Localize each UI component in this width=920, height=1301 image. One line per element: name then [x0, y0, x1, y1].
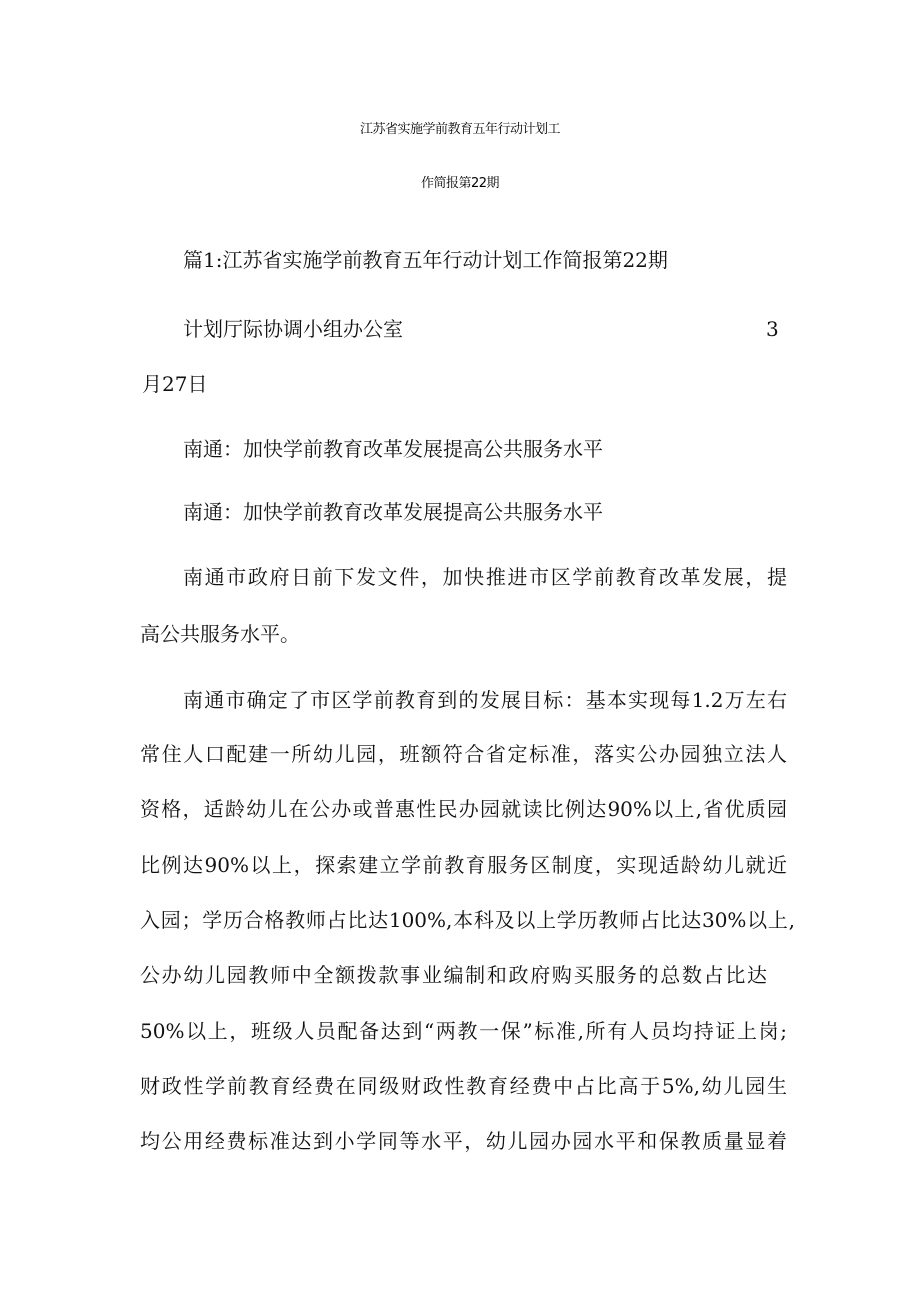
subtitle: 篇1:江苏省实施学前教育五年行动计划工作简报第22期: [183, 248, 668, 272]
document-title-line-1: 江苏省实施学前教育五年行动计划工: [359, 122, 560, 137]
section-heading: 南通：加快学前教育改革发展提高公共服务水平: [183, 500, 603, 524]
paragraph-line: 入园；学历合格教师占比达100%,本科及以上学历教师占比达30%以上,: [140, 908, 795, 932]
paragraph-line: 比例达90%以上，探索建立学前教育服务区制度，实现适龄幼儿就近: [140, 853, 787, 877]
date-day: 月27日: [142, 372, 208, 396]
paragraph-line: 公办幼儿园教师中全额拨款事业编制和政府购买服务的总数占比达: [140, 963, 767, 987]
paragraph-line: 南通市确定了市区学前教育到的发展目标：基本实现每1.2万左右: [183, 688, 787, 712]
paragraph-line: 财政性学前教育经费在同级财政性教育经费中占比高于5%,幼儿园生: [140, 1074, 787, 1098]
paragraph-line: 常住人口配建一所幼儿园，班额符合省定标准，落实公办园独立法人: [140, 742, 787, 766]
paragraph-line: 均公用经费标准达到小学同等水平，幼儿园办园水平和保教质量显着: [140, 1129, 787, 1153]
paragraph-line: 高公共服务水平。: [140, 622, 300, 646]
paragraph-line: 资格，适龄幼儿在公办或普惠性民办园就读比例达90%以上,省优质园: [140, 797, 787, 821]
issuer: 计划厅际协调小组办公室: [183, 317, 403, 341]
date-month: 3: [766, 317, 779, 341]
document-title-line-2: 作简报第22期: [420, 176, 500, 191]
paragraph-line: 南通市政府日前下发文件，加快推进市区学前教育改革发展，提: [183, 565, 787, 589]
paragraph-line: 50%以上，班级人员配备达到“两教一保”标准,所有人员均持证上岗;: [140, 1019, 787, 1043]
section-heading: 南通：加快学前教育改革发展提高公共服务水平: [183, 437, 603, 461]
